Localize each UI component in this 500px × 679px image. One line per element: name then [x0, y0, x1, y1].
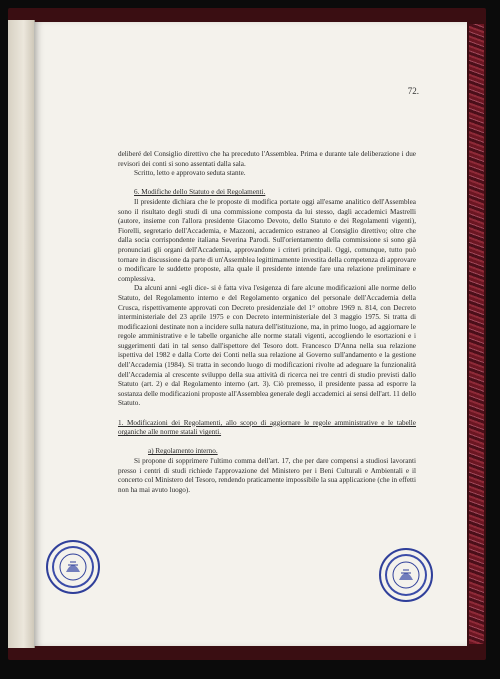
book-cover — [8, 8, 486, 660]
body-text — [118, 150, 416, 495]
subsection-heading-1: 1. Modificazioni dei Regolamenti, allo scopo di aggiornare le regole amministrative e le tabelle organiche alle norme statali vigenti. — [118, 418, 416, 437]
marbled-edge — [469, 24, 484, 644]
library-stamp-right — [379, 548, 433, 602]
left-page-edge — [8, 20, 35, 648]
library-stamp-left — [46, 540, 100, 594]
subsection-heading-a: a) Regolamento interno. — [148, 447, 218, 456]
paragraph-approval: Scritto, letto e approvato seduta stante. — [134, 169, 246, 178]
page-number: 72. — [407, 86, 419, 96]
document-page — [34, 22, 467, 646]
paragraph-commission: Il presidente dichiara che le proposte di modifica portate oggi all'esame analitico dell'Assemblea sono il risultato degli studi di una commissione composta da lui stesso, dagli accademici Mastrelli (autore, insieme con l'allora presidente Giacomo Devoto, dello Statuto e dei Regolamenti vigenti), Fiorelli, segretario dell'Accademia, e Mazzoni, accademico estraneo al Consiglio direttivo; oltre che dalla socia corrispondente italiana Severina Parodi. Sull'orientamento della commissione si sono già pronunciati gli organi dell'Accademia, approvandone i criteri principali. Oggi, comunque, tutto può tornare in discussione da parte di un'Assemblea legittimamente investita della competenza di approvare o modificare le suddette proposte, alla quale il presidente intende fare una relazione preliminare e complessiva. — [118, 197, 416, 283]
paragraph-opening: deliberé del Consiglio direttivo che ha preceduto l'Assemblea. Prima e durante tale deliberazione i due revisori dei conti si sono assentati dalla sala. — [118, 150, 416, 168]
section-heading-6: 6. Modifiche dello Statuto e dei Regolamenti. — [134, 188, 266, 197]
paragraph-modifications: Da alcuni anni -egli dice- si è fatta viva l'esigenza di fare alcune modificazioni alle norme dello Statuto, del Regolamento interno e del Regolamento organico del personale dell'Accademia della Crusca, rispettivamente approvati con Decreto presidenziale del 1° ottobre 1969 n. 814, con Decreto interministeriale del 23 aprile 1975 e con Decreto interministeriale del 3 maggio 1975. Si tratta di modificazioni destinate non a incidere sulla natura dell'istituzione, ma, in primo luogo, ad aggiornare le regole amministrative e le tabelle organiche alle norme statali vigenti, accogliendo le esortazioni e i suggerimenti dati in tal senso dall'ispettore del Tesoro dott. Francesco D'Anna nella sua relazione ispettiva del 1982 e dalla Corte dei Conti nella sua relazione al Governo sull'andamento e la gestione dell'Accademia (1984). Si tratta in secondo luogo di modificazioni rivolte ad adeguare la funzionalità dell'Accademia al crescente sviluppo della sua attività di ricerca nei tre centri di studio previsti dallo Statuto (art. 2) e dal Regolamento interno (art. 3). Ciò premesso, il presidente passa ad esporre la sostanza delle modificazioni proposte all'Assemblea generale degli accademici ai sensi dell'art. 11 dello Statuto. — [118, 284, 416, 408]
paragraph-art17: Si propone di sopprimere l'ultimo comma dell'art. 17, che per dare compensi a studiosi lavoranti presso i centri di studi richiede l'approvazione del Ministero per i Beni Culturali e Ambientali e il concerto col Ministero del Tesoro, rendendo praticamente impossibile la sua applicazione (che in effetti non ha mai avuto luogo). — [118, 457, 416, 494]
